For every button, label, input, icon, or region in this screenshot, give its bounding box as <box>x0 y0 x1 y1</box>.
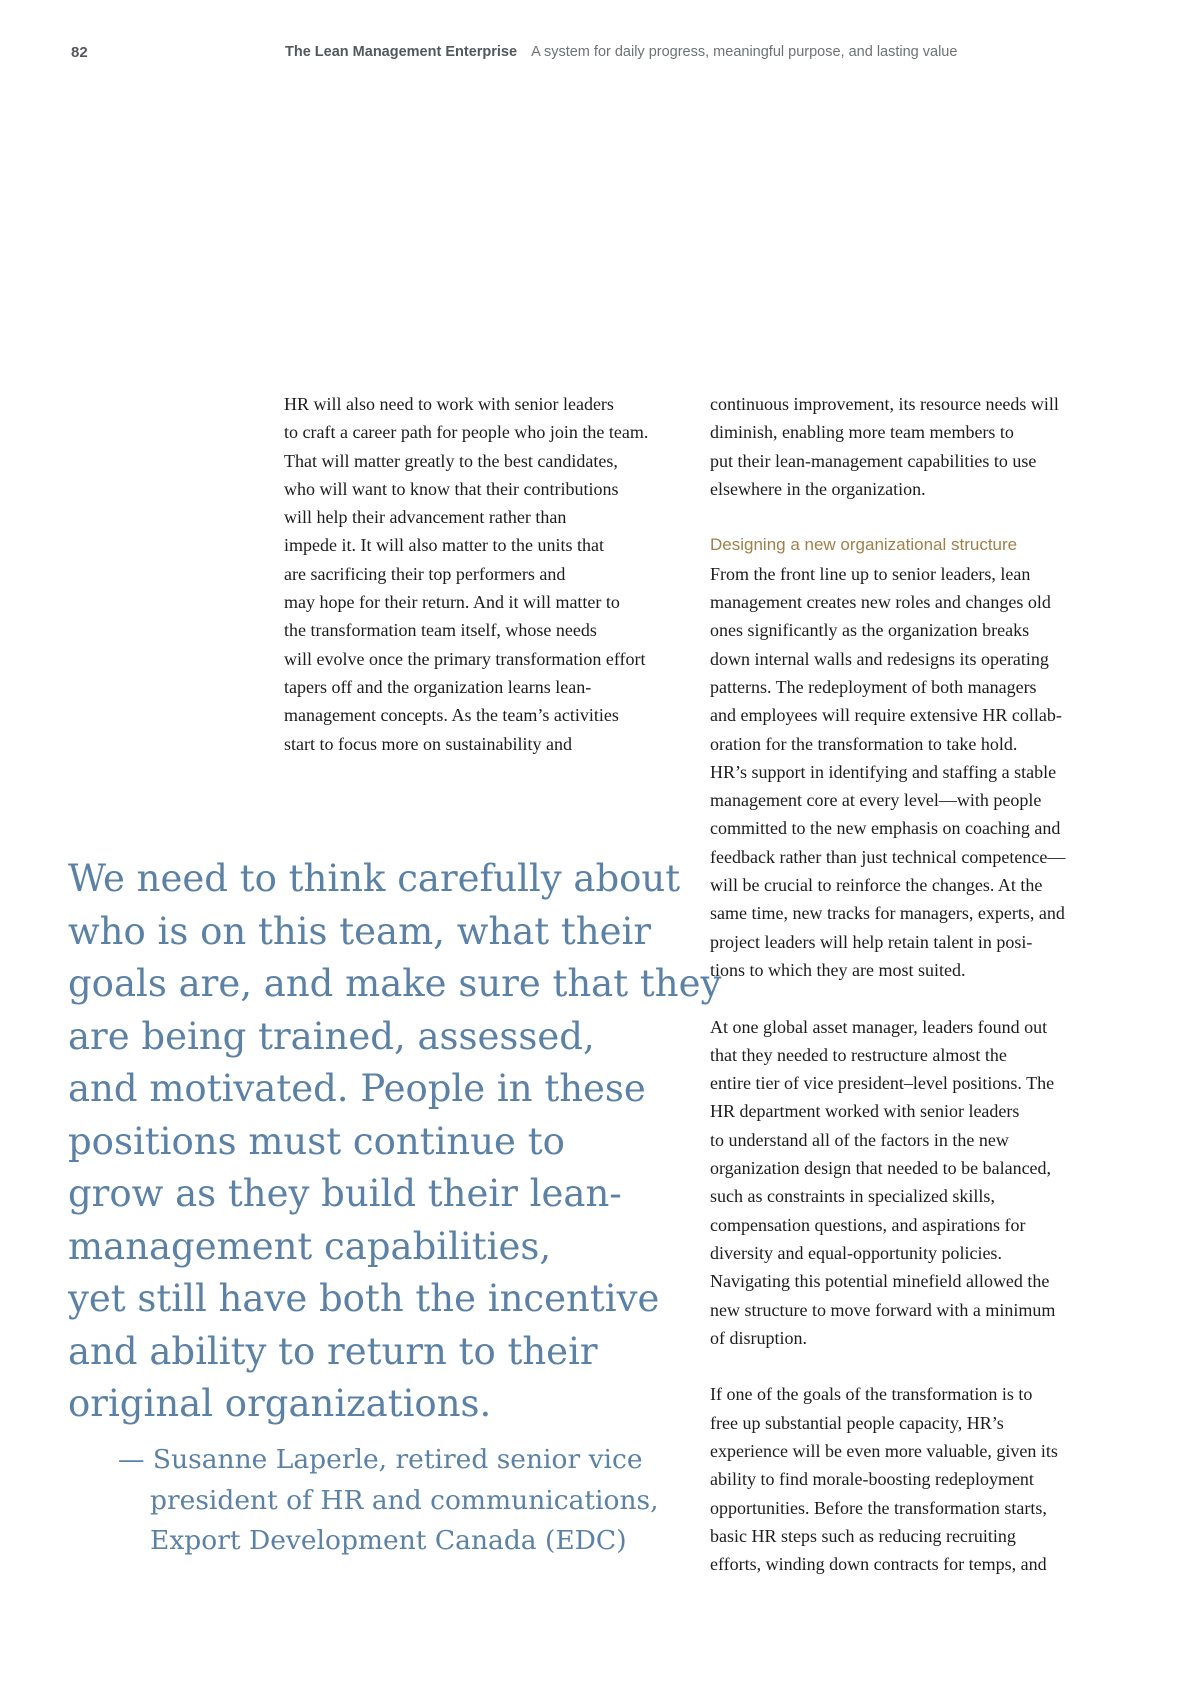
body-line: At one global asset manager, leaders found out <box>710 1016 1048 1037</box>
body-line: that they needed to restructure almost the <box>710 1044 1007 1065</box>
pull-quote <box>68 853 722 1431</box>
body-line: elsewhere in the organization. <box>710 478 926 499</box>
body-line: diminish, enabling more team members to <box>710 422 1014 443</box>
body-line: management concepts. As the team’s activities <box>284 705 619 726</box>
body-line: That will matter greatly to the best candidates, <box>284 450 618 471</box>
body-line: entire tier of vice president–level positions. The <box>710 1073 1055 1094</box>
page-number: 82 <box>71 44 88 61</box>
body-line: such as constraints in specialized skills, <box>710 1186 995 1207</box>
body-line: committed to the new emphasis on coaching and <box>710 818 1061 839</box>
body-line: management core at every level—with people <box>710 790 1042 811</box>
body-line: HR’s support in identifying and staffing a stable <box>710 761 1057 782</box>
quote-line: and ability to return to their <box>68 1329 598 1373</box>
body-line: new structure to move forward with a minimum <box>710 1299 1056 1320</box>
body-line: will help their advancement rather than <box>284 507 567 528</box>
body-line: tions to which they are most suited. <box>710 959 966 980</box>
body-line: are sacrificing their top performers and <box>284 563 566 584</box>
body-line: free up substantial people capacity, HR’s <box>710 1412 1004 1433</box>
body-line: patterns. The redeployment of both managers <box>710 676 1037 697</box>
body-line: put their lean-management capabilities to use <box>710 450 1037 471</box>
quote-line: original organizations. <box>68 1382 492 1425</box>
body-line: efforts, winding down contracts for temps, and <box>710 1554 1047 1575</box>
body-line: tapers off and the organization learns lean- <box>284 676 592 697</box>
body-line: start to focus more on sustainability and <box>284 733 572 754</box>
body-line: may hope for their return. And it will matter to <box>284 592 620 613</box>
book-subtitle: A system for daily progress, meaningful purpose, and lasting value <box>531 44 958 60</box>
quote-line: and motivated. People in these <box>68 1067 646 1110</box>
right-column <box>710 390 1120 1578</box>
body-line: to craft a career path for people who join the team. <box>284 422 649 443</box>
section-heading: Designing a new organizational structure <box>710 535 1018 555</box>
body-line: feedback rather than just technical competence— <box>710 846 1066 867</box>
body-line: experience will be even more valuable, given its <box>710 1440 1058 1461</box>
body-line: diversity and equal-opportunity policies. <box>710 1242 1002 1263</box>
body-line: the transformation team itself, whose needs <box>284 620 597 641</box>
body-line: will be crucial to reinforce the changes. At the <box>710 875 1043 896</box>
body-line: and employees will require extensive HR collab- <box>710 705 1062 726</box>
body-line: impede it. It will also matter to the units that <box>284 535 604 556</box>
body-line: management creates new roles and changes old <box>710 592 1051 613</box>
quote-line: grow as they build their lean- <box>68 1172 622 1215</box>
body-line: opportunities. Before the transformation starts, <box>710 1497 1047 1518</box>
paragraph-gap <box>710 503 1120 531</box>
body-line: to understand all of the factors in the new <box>710 1129 1009 1150</box>
quote-line: positions must continue to <box>68 1119 565 1163</box>
body-line: HR will also need to work with senior leaders <box>284 394 614 414</box>
quote-line: are being trained, assessed, <box>68 1014 595 1058</box>
body-line: basic HR steps such as reducing recruiting <box>710 1525 1016 1546</box>
quote-line: yet still have both the incentive <box>68 1277 660 1320</box>
quote-line: who is on this team, what their <box>68 909 652 953</box>
body-line: Navigating this potential minefield allowed the <box>710 1271 1050 1292</box>
body-line: of disruption. <box>710 1327 807 1348</box>
quote-attribution <box>118 1440 659 1562</box>
body-line: same time, new tracks for managers, experts, and <box>710 903 1065 924</box>
paragraph-gap <box>710 984 1120 1012</box>
body-line: oration for the transformation to take hold. <box>710 733 1018 754</box>
attribution-line: — Susanne Laperle, retired senior vice <box>118 1444 643 1475</box>
body-line: If one of the goals of the transformation is to <box>710 1384 1033 1405</box>
running-head <box>285 44 957 60</box>
body-line: From the front line up to senior leaders, lean <box>710 563 1031 584</box>
body-line: organization design that needed to be balanced, <box>710 1158 1052 1179</box>
body-line: continuous improvement, its resource needs will <box>710 394 1059 414</box>
paragraph-gap <box>710 1352 1120 1380</box>
body-line: down internal walls and redesigns its operating <box>710 648 1049 669</box>
body-line: HR department worked with senior leaders <box>710 1101 1020 1122</box>
quote-line: We need to think carefully about <box>68 857 681 900</box>
body-line: who will want to know that their contributions <box>284 478 619 499</box>
quote-line: goals are, and make sure that they <box>68 962 722 1005</box>
body-line: ones significantly as the organization breaks <box>710 620 1030 641</box>
attribution-line: president of HR and communications, <box>150 1484 659 1516</box>
left-column <box>284 390 694 758</box>
body-line: project leaders will help retain talent in posi- <box>710 931 1033 952</box>
body-line: compensation questions, and aspirations for <box>710 1214 1026 1235</box>
book-title: The Lean Management Enterprise <box>285 44 518 60</box>
quote-line: management capabilities, <box>68 1224 552 1268</box>
body-line: will evolve once the primary transformation effort <box>284 648 646 669</box>
body-line: ability to find morale-boosting redeployment <box>710 1469 1034 1490</box>
attribution-line: Export Development Canada (EDC) <box>150 1525 627 1556</box>
